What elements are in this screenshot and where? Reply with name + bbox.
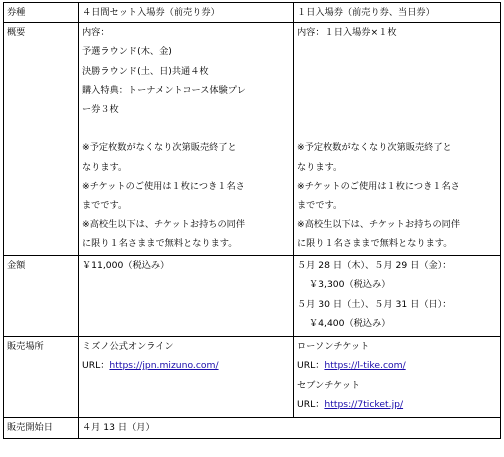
note-students-free-cont: に限り１名さままで無料となります。 xyxy=(297,238,453,250)
note-students-free-cont: に限り１名さままで無料となります。 xyxy=(82,238,238,250)
sales-start-date: ４月 13 日（月） xyxy=(79,418,501,439)
note-one-per-person: ※チケットのご使用は１枚につき１名さ xyxy=(82,180,245,192)
note-one-per-person-cont: までです。 xyxy=(82,199,128,211)
lawson-url-link[interactable]: https://l-tike.com/ xyxy=(324,360,406,372)
weekend-price: ￥4,400（税込み） xyxy=(309,317,391,329)
sales-location-row xyxy=(4,337,501,418)
mizuno-shop-name: ミズノ公式オンライン xyxy=(82,341,174,353)
mizuno-url-link[interactable]: https://jpn.mizuno.com/ xyxy=(109,360,219,372)
note-sellout-cont: なります。 xyxy=(297,161,343,173)
seven-url-line xyxy=(297,395,500,414)
note-sellout: ※予定枚数がなくなり次第販売終了と xyxy=(82,142,237,154)
weekday-dates: ５月 28 日（木）、５月 29 日（金）： xyxy=(297,260,452,272)
overview-row xyxy=(4,23,501,256)
one-day-price xyxy=(294,256,501,337)
note-sellout: ※予定枚数がなくなり次第販売終了と xyxy=(297,142,452,154)
weekend-dates: ５月 30 日（土）、５月 31 日（日）： xyxy=(297,298,452,310)
four-day-ticket-heading: ４日間セット入場券（前売り券） xyxy=(79,3,294,23)
final-round-text: 決勝ラウンド(土、日)共通４枚 xyxy=(82,65,209,77)
overview-label: 概要 xyxy=(4,23,79,256)
qualifying-round-text: 予選ラウンド(木、金) xyxy=(82,46,172,58)
sales-location-label: 販売場所 xyxy=(4,337,79,418)
header-row xyxy=(4,3,501,23)
url-prefix: URL： xyxy=(82,360,110,372)
one-day-ticket-heading: １日入場券（前売り券、当日券） xyxy=(294,3,501,23)
one-day-content: 内容：１日入場券×１枚 xyxy=(297,27,397,39)
weekday-price: ￥3,300（税込み） xyxy=(309,279,391,291)
note-students-free: ※高校生以下は、チケットお持ちの同伴 xyxy=(297,219,461,231)
seven-url-link[interactable]: https://7ticket.jp/ xyxy=(324,398,404,410)
mizuno-url-line xyxy=(82,356,293,375)
one-day-sales-location xyxy=(294,337,501,418)
seven-ticket-name: セブンチケット xyxy=(297,379,361,391)
note-one-per-person: ※チケットのご使用は１枚につき１名さ xyxy=(297,180,460,192)
note-sellout-cont: なります。 xyxy=(82,161,128,173)
note-one-per-person-cont: までです。 xyxy=(297,199,343,211)
sales-start-row xyxy=(4,418,501,439)
bonus-text: 購入特典：トーナメントコース体験プレ xyxy=(82,84,246,96)
url-prefix: URL： xyxy=(297,398,325,410)
price-row xyxy=(4,256,501,337)
four-day-price xyxy=(79,256,294,337)
price-label: 金額 xyxy=(4,256,79,337)
four-day-sales-location xyxy=(79,337,294,418)
lawson-url-line xyxy=(297,356,500,375)
note-students-free: ※高校生以下は、チケットお持ちの同伴 xyxy=(82,219,246,231)
ticket-info-table xyxy=(3,2,501,439)
one-day-overview xyxy=(294,23,501,256)
bonus-text-cont: ー券３枚 xyxy=(82,103,119,115)
four-day-price-value: ￥11,000（税込み） xyxy=(82,260,170,272)
four-day-overview xyxy=(79,23,294,256)
url-prefix: URL： xyxy=(297,360,325,372)
sales-start-label: 販売開始日 xyxy=(4,418,79,439)
lawson-ticket-name: ローソンチケット xyxy=(297,341,370,353)
content-label: 内容： xyxy=(82,27,110,39)
ticket-type-label: 券種 xyxy=(4,3,79,23)
